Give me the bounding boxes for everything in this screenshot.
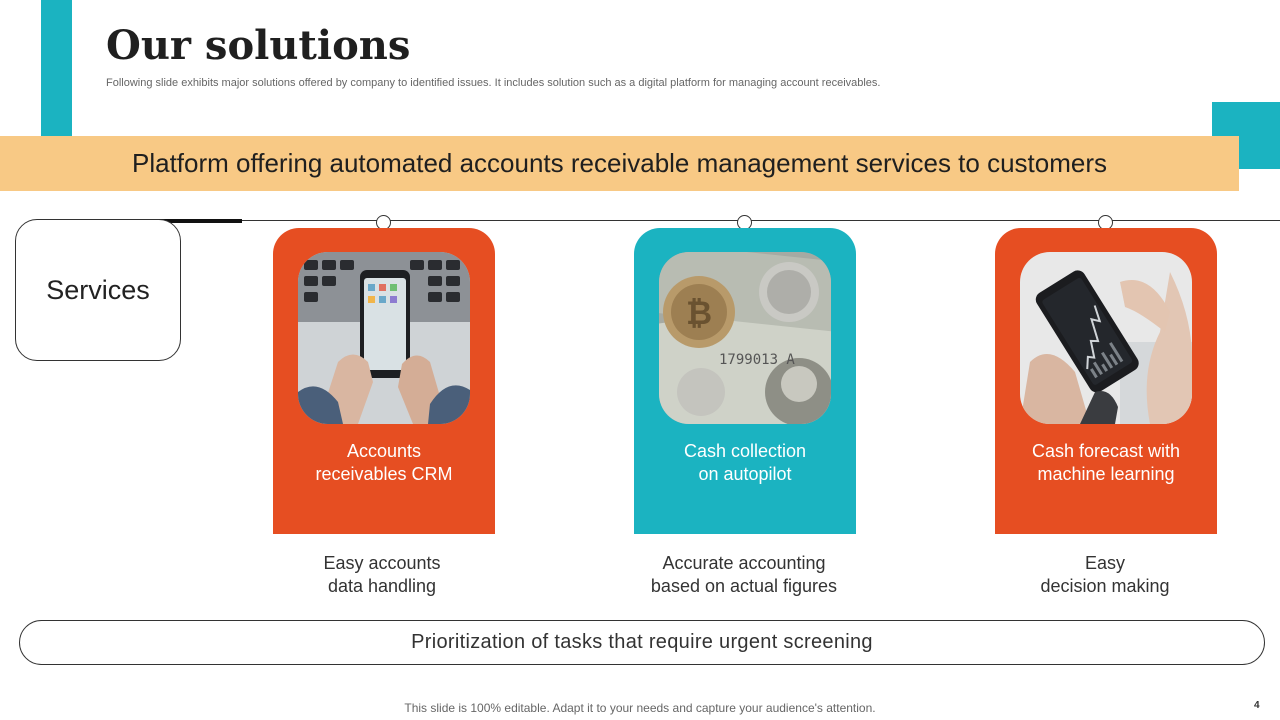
footer-note: This slide is 100% editable. Adapt it to your needs and capture your audience's attention.	[404, 701, 876, 715]
benefit-line: based on actual figures	[650, 576, 838, 596]
benefit-line: Easy accounts	[323, 553, 441, 573]
card-label	[1005, 440, 1207, 486]
benefit-text	[994, 552, 1216, 598]
card-label-line: receivables CRM	[315, 464, 453, 484]
svg-text:₿: ₿	[685, 294, 713, 332]
banner-text: Platform offering automated accounts receivable management services to customers	[132, 148, 1107, 178]
benefit-line: decision making	[1040, 576, 1170, 596]
benefit-text	[271, 552, 493, 598]
card-label-line: machine learning	[1037, 464, 1175, 484]
svg-text:1799013 A: 1799013 A	[719, 352, 795, 368]
benefit-line: Accurate accounting	[662, 553, 826, 573]
slide-title: Our solutions	[106, 22, 411, 69]
banner	[0, 136, 1239, 191]
card-label	[283, 440, 485, 486]
services-label: Services	[46, 274, 150, 305]
priority-pill	[19, 620, 1265, 665]
phone-on-laptop-photo	[298, 252, 470, 424]
solution-card-cash-collection	[634, 228, 856, 534]
benefit-line: Easy	[1084, 553, 1126, 573]
left-accent-bar	[41, 0, 72, 136]
benefit-line: data handling	[327, 576, 437, 596]
timeline-line	[242, 220, 1280, 221]
priority-text: Prioritization of tasks that require urgent screening	[411, 631, 873, 653]
solution-card-crm	[273, 228, 495, 534]
bitcoin-and-dollars-photo	[659, 252, 831, 424]
slide-subtitle: Following slide exhibits major solutions offered by company to identified issues. It includes solution such as a digital platform for managing account receivables.	[106, 77, 881, 89]
card-label-line: on autopilot	[698, 464, 792, 484]
services-box	[15, 219, 181, 361]
card-label	[644, 440, 846, 486]
phone-stock-chart-photo	[1020, 252, 1192, 424]
solution-card-cash-forecast	[995, 228, 1217, 534]
card-label-line: Cash collection	[683, 441, 807, 461]
card-label-line: Accounts	[346, 441, 422, 461]
benefit-text	[633, 552, 855, 598]
card-label-line: Cash forecast with	[1031, 441, 1181, 461]
page-number: 4	[1254, 700, 1260, 711]
